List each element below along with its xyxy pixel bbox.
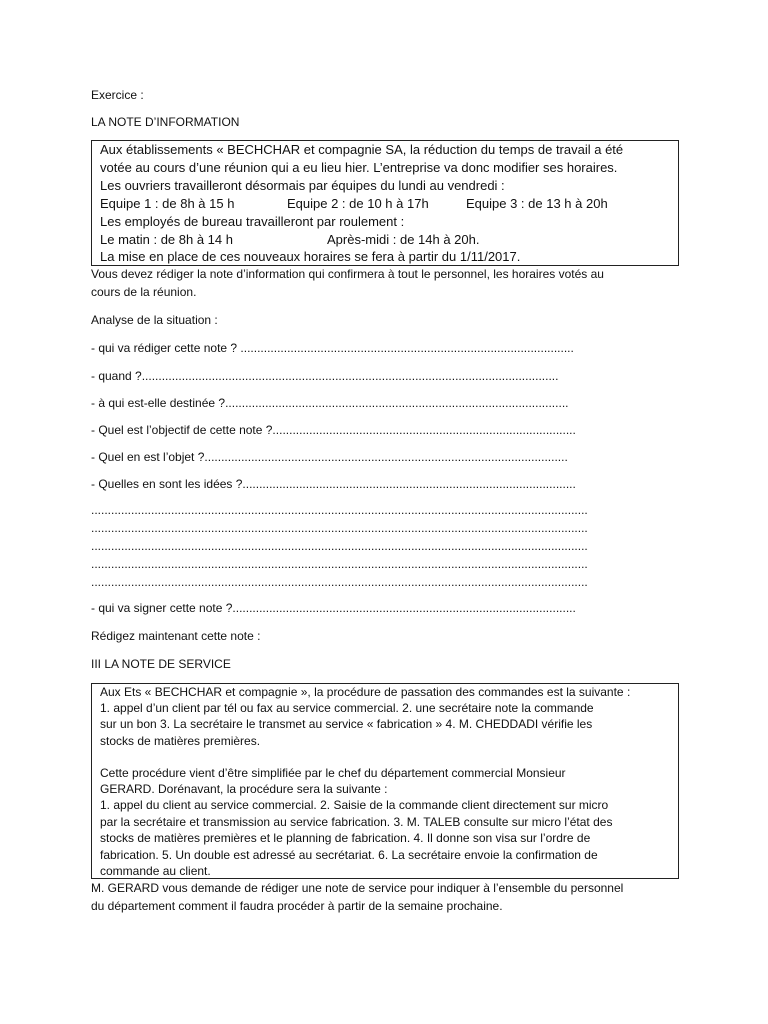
box-line: 1. appel du client au service commercial. 2. Saisie de la commande client directement sur micro bbox=[100, 798, 609, 812]
box-line: GERARD. Dorénavant, la procédure sera la suivante : bbox=[100, 782, 388, 796]
question-who-writes: - qui va rédiger cette note ? .................................................................................................... bbox=[91, 341, 574, 355]
box-line: 1. appel d’un client par tél ou fax au service commercial. 2. une secrétaire note la commande bbox=[100, 701, 594, 715]
section-title-note-information: LA NOTE D’INFORMATION bbox=[91, 115, 240, 129]
dotted-answer-line: ..................................................................................................................................................... bbox=[91, 521, 588, 535]
dotted-answer-line: ..................................................................................................................................................... bbox=[91, 503, 588, 517]
exercise-label: Exercice : bbox=[91, 88, 144, 102]
question-when: - quand ?............................................................................................................................. bbox=[91, 369, 559, 383]
write-now-prompt: Rédigez maintenant cette note : bbox=[91, 629, 261, 643]
morning-shift: Le matin : de 8h à 14 h bbox=[100, 232, 233, 247]
question-subject: - Quel en est l’objet ?............................................................................................................. bbox=[91, 450, 568, 464]
question-who-signs: - qui va signer cette note ?....................................................................................................... bbox=[91, 601, 576, 615]
box-line: Les ouvriers travailleront désormais par équipes du lundi au vendredi : bbox=[100, 178, 505, 193]
box-line: Aux établissements « BECHCHAR et compagnie SA, la réduction du temps de travail a été bbox=[100, 142, 624, 157]
box-line: votée au cours d’une réunion qui a eu lieu hier. L’entreprise va donc modifier ses horaires. bbox=[100, 160, 618, 175]
office-line: Les employés de bureau travailleront par roulement : bbox=[100, 214, 405, 229]
service-box bbox=[91, 683, 679, 879]
box-line: Cette procédure vient d’être simplifiée par le chef du département commercial Monsieur bbox=[100, 766, 566, 780]
team-2: Equipe 2 : de 10 h à 17h bbox=[287, 196, 429, 211]
team-1: Equipe 1 : de 8h à 15 h bbox=[100, 196, 235, 211]
box-line: par la secrétaire et transmission au service fabrication. 3. M. TALEB consulte sur micro l’état des bbox=[100, 815, 613, 829]
box-line: stocks de matières premières. bbox=[100, 734, 261, 748]
analysis-heading: Analyse de la situation : bbox=[91, 313, 218, 327]
question-objective: - Quel est l’objectif de cette note ?........................................................................................... bbox=[91, 423, 576, 437]
instruction-line: Vous devez rédiger la note d’information qui confirmera à tout le personnel, les horaires votés au bbox=[91, 267, 604, 281]
afternoon-shift: Après-midi : de 14h à 20h. bbox=[327, 232, 480, 247]
service-instruction-line: M. GERARD vous demande de rédiger une note de service pour indiquer à l’ensemble du personnel bbox=[91, 881, 624, 895]
question-recipient: - à qui est-elle destinée ?....................................................................................................... bbox=[91, 396, 569, 410]
dotted-answer-line: ..................................................................................................................................................... bbox=[91, 539, 588, 553]
box-line: commande au client. bbox=[100, 864, 211, 878]
dotted-answer-line: ..................................................................................................................................................... bbox=[91, 557, 588, 571]
instruction-line: cours de la réunion. bbox=[91, 285, 197, 299]
box-line: stocks de matières premières et le planning de fabrication. 4. Il donne son visa sur l’ordre de bbox=[100, 831, 591, 845]
information-box bbox=[91, 140, 679, 266]
service-instruction-line: du département comment il faudra procéder à partir de la semaine prochaine. bbox=[91, 899, 503, 913]
start-date-line: La mise en place de ces nouveaux horaires se fera à partir du 1/11/2017. bbox=[100, 249, 521, 264]
box-line: sur un bon 3. La secrétaire le transmet au service « fabrication » 4. M. CHEDDADI vérifie les bbox=[100, 717, 593, 731]
team-3: Equipe 3 : de 13 h à 20h bbox=[466, 196, 608, 211]
dotted-answer-line: ..................................................................................................................................................... bbox=[91, 575, 588, 589]
box-line: Aux Ets « BECHCHAR et compagnie », la procédure de passation des commandes est la suivante : bbox=[100, 685, 631, 699]
box-line: fabrication. 5. Un double est adressé au secrétariat. 6. La secrétaire envoie la confirmation de bbox=[100, 848, 598, 862]
section-title-note-service: III LA NOTE DE SERVICE bbox=[91, 657, 231, 671]
question-ideas: - Quelles en sont les idées ?.................................................................................................... bbox=[91, 477, 576, 491]
